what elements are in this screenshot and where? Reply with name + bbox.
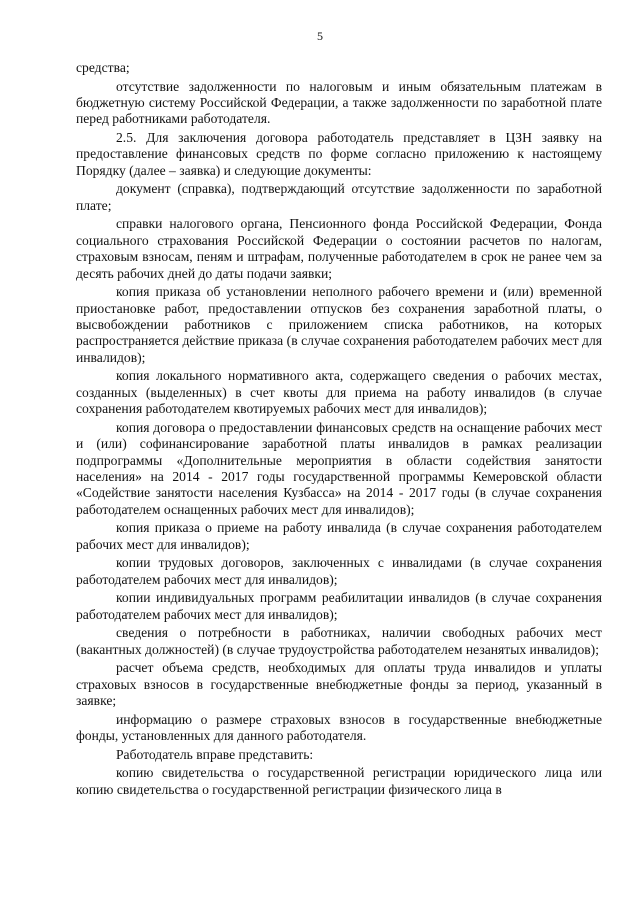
paragraph: средства;: [76, 60, 130, 75]
paragraph: информацию о размере страховых взносов в государственные внебюджетные фонды, установленных для данного работодателя.: [76, 711, 602, 744]
paragraph: копии трудовых договоров, заключенных с инвалидами (в случае сохранения работодателем рабочих мест для инвалидов);: [76, 555, 602, 587]
paragraph: копию свидетельства о государственной регистрации юридического лица или копию свидетельства о государственной регистрации физического лица в: [76, 765, 602, 797]
paragraph: копия приказа о приеме на работу инвалида (в случае сохранения работодателем рабочих мест для инвалидов);: [76, 520, 602, 552]
paragraph: сведения о потребности в работниках, наличии свободных рабочих мест (вакантных должностей) (в случае трудоустройства работодателем незанятых инвалидов);: [76, 625, 602, 657]
paragraph: копии индивидуальных программ реабилитации инвалидов (в случае сохранения работодателем рабочих мест для инвалидов);: [76, 590, 602, 622]
paragraph: отсутствие задолженности по налоговым и иным обязательным платежам в бюджетную систему Российской Федерации, а также задолженности по заработной плате перед работниками работодателя.: [76, 78, 602, 127]
paragraph: расчет объема средств, необходимых для оплаты труда инвалидов и уплаты страховых взносов в государственные внебюджетные фонды за период, указанный в заявке;: [76, 660, 602, 709]
paragraph: 2.5. Для заключения договора работодатель представляет в ЦЗН заявку на предоставление финансовых средств по форме согласно приложению к настоящему Порядку (далее – заявка) и следующие документы:: [76, 130, 602, 178]
paragraph: справки налогового органа, Пенсионного фонда Российской Федерации, Фонда социального страхования Российской Федерации о состоянии расчетов по налогам, страховым взносам, пеням и штрафам, полученные работодателем в срок не ранее чем за десять рабочих дней до даты подачи заявки;: [76, 216, 602, 281]
paragraph: документ (справка), подтверждающий отсутствие задолженности по заработной плате;: [76, 181, 602, 213]
paragraph: Работодатель вправе представить:: [116, 746, 314, 762]
document-body: [76, 60, 602, 800]
paragraph: копия приказа об установлении неполного рабочего времени и (или) временной приостановке работ, предоставлении отпусков без сохранения заработной платы, о высвобождении работников с приложением списка работников, на которых распространяется действие приказа (в случае сохранения работодателем рабочих мест для инвалидов);: [76, 284, 602, 365]
paragraph: копия договора о предоставлении финансовых средств на оснащение рабочих мест и (или) софинансирование заработной платы инвалидов в рамках реализации подпрограммы «Дополнительные мероприятия в области содействия занятости населения» на 2014 - 2017 годы государственной программы Кемеровской области «Содействие занятости населения Кузбасса» на 2014 - 2017 годы (в случае сохранения работодателем оснащенных рабочих мест для инвалидов);: [76, 419, 602, 517]
paragraph: копия локального нормативного акта, содержащего сведения о рабочих местах, созданных (выделенных) в счет квоты для приема на работу инвалидов (в случае сохранения работодателем квотируемых рабочих мест для инвалидов);: [76, 368, 602, 417]
page-number: 5: [317, 29, 323, 43]
